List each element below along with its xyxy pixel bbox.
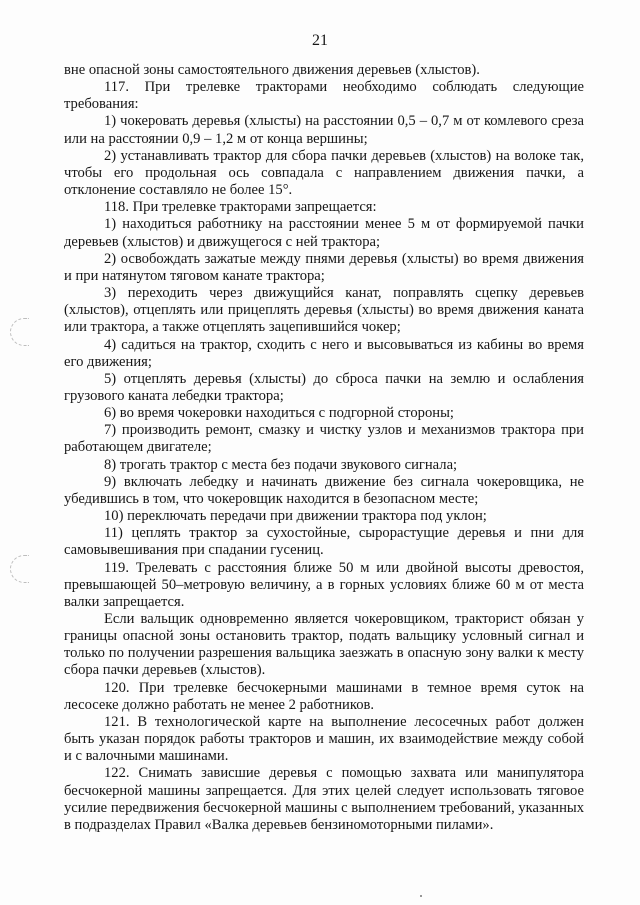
paragraph: 9) включать лебедку и начинать движение без сигнала чокеровщика, не убедившись в том, что чокеровщик находится в безопасном месте;	[64, 473, 584, 507]
paragraph: 8) трогать трактор с места без подачи звукового сигнала;	[104, 456, 458, 473]
paragraph: 122. Снимать зависшие деревья с помощью захвата или манипулятора бесчокерной машины запрещается. Для этих целей следует использовать тяговое усилие передвижения бесчокерной машины с выполнением требований, указанных в подразделах Правил «Валка деревьев бензиномоторными пилами».	[64, 765, 584, 833]
paragraph: 11) цеплять трактор за сухостойные, сырорастущие деревья и пни для самовывешивания при спадании гусениц.	[64, 525, 584, 559]
paragraph: 118. При трелевке тракторами запрещается:	[104, 199, 377, 216]
paragraph: 2) устанавливать трактор для сбора пачки деревьев (хлыстов) на волоке так, чтобы его продольная ось совпадала с направлением движения пачки, а отклонение составляло не более 15°.	[64, 147, 584, 199]
paragraph: 2) освобождать зажатые между пнями деревья (хлысты) во время движения и при натянутом тяговом канате трактора;	[64, 250, 584, 284]
paragraph: 1) находиться работнику на расстоянии менее 5 м от формируемой пачки деревьев (хлыстов) и движущегося с ней трактора;	[64, 216, 584, 250]
punch-hole-mark	[10, 318, 29, 346]
paragraph: 117. При трелевке тракторами необходимо соблюдать следующие требования:	[64, 79, 584, 113]
paragraph: 121. В технологической карте на выполнение лесосечных работ должен быть указан порядок работы тракторов и машин, их взаимодействие между собой и с валочными машинами.	[64, 713, 584, 765]
paragraph: 1) чокеровать деревья (хлысты) на расстоянии 0,5 – 0,7 м от комлевого среза или на расстоянии 0,9 – 1,2 м от конца вершины;	[64, 113, 584, 147]
paragraph: вне опасной зоны самостоятельного движения деревьев (хлыстов).	[64, 62, 480, 78]
paragraph: Если вальщик одновременно является чокеровщиком, тракторист обязан у границы опасной зоны остановить трактор, подать вальщику условный сигнал и только по получении разрешения вальщика заезжать в опасную зону валки к месту сбора пачки деревьев (хлыстов).	[64, 611, 584, 679]
document-body	[64, 62, 584, 834]
paragraph: 3) переходить через движущийся канат, поправлять сцепку деревьев (хлыстов), отцеплять или прицеплять деревья (хлысты) во время движения каната или трактора, а также отцеплять зацепившийся чокер;	[64, 285, 584, 336]
paragraph: 5) отцеплять деревья (хлысты) до сброса пачки на землю и ослабления грузового каната лебедки трактора;	[64, 370, 584, 404]
scan-speck	[420, 895, 422, 897]
paragraph: 119. Трелевать с расстояния ближе 50 м или двойной высоты древостоя, превышающей 50–метровую величину, а в горных условиях ближе 60 м от места валки запрещается.	[64, 559, 584, 610]
paragraph: 10) переключать передачи при движении трактора под уклон;	[104, 508, 487, 525]
punch-hole-mark	[10, 555, 29, 583]
paragraph: 120. При трелевке бесчокерными машинами в темное время суток на лесосеке должно работать не менее 2 работников.	[64, 679, 584, 713]
paragraph: 4) садиться на трактор, сходить с него и высовываться из кабины во время его движения;	[64, 336, 584, 370]
paragraph: 7) производить ремонт, смазку и чистку узлов и механизмов трактора при работающем двигателе;	[64, 422, 584, 456]
paragraph: 6) во время чокеровки находиться с подгорной стороны;	[104, 405, 454, 422]
page-number: 21	[312, 32, 328, 49]
